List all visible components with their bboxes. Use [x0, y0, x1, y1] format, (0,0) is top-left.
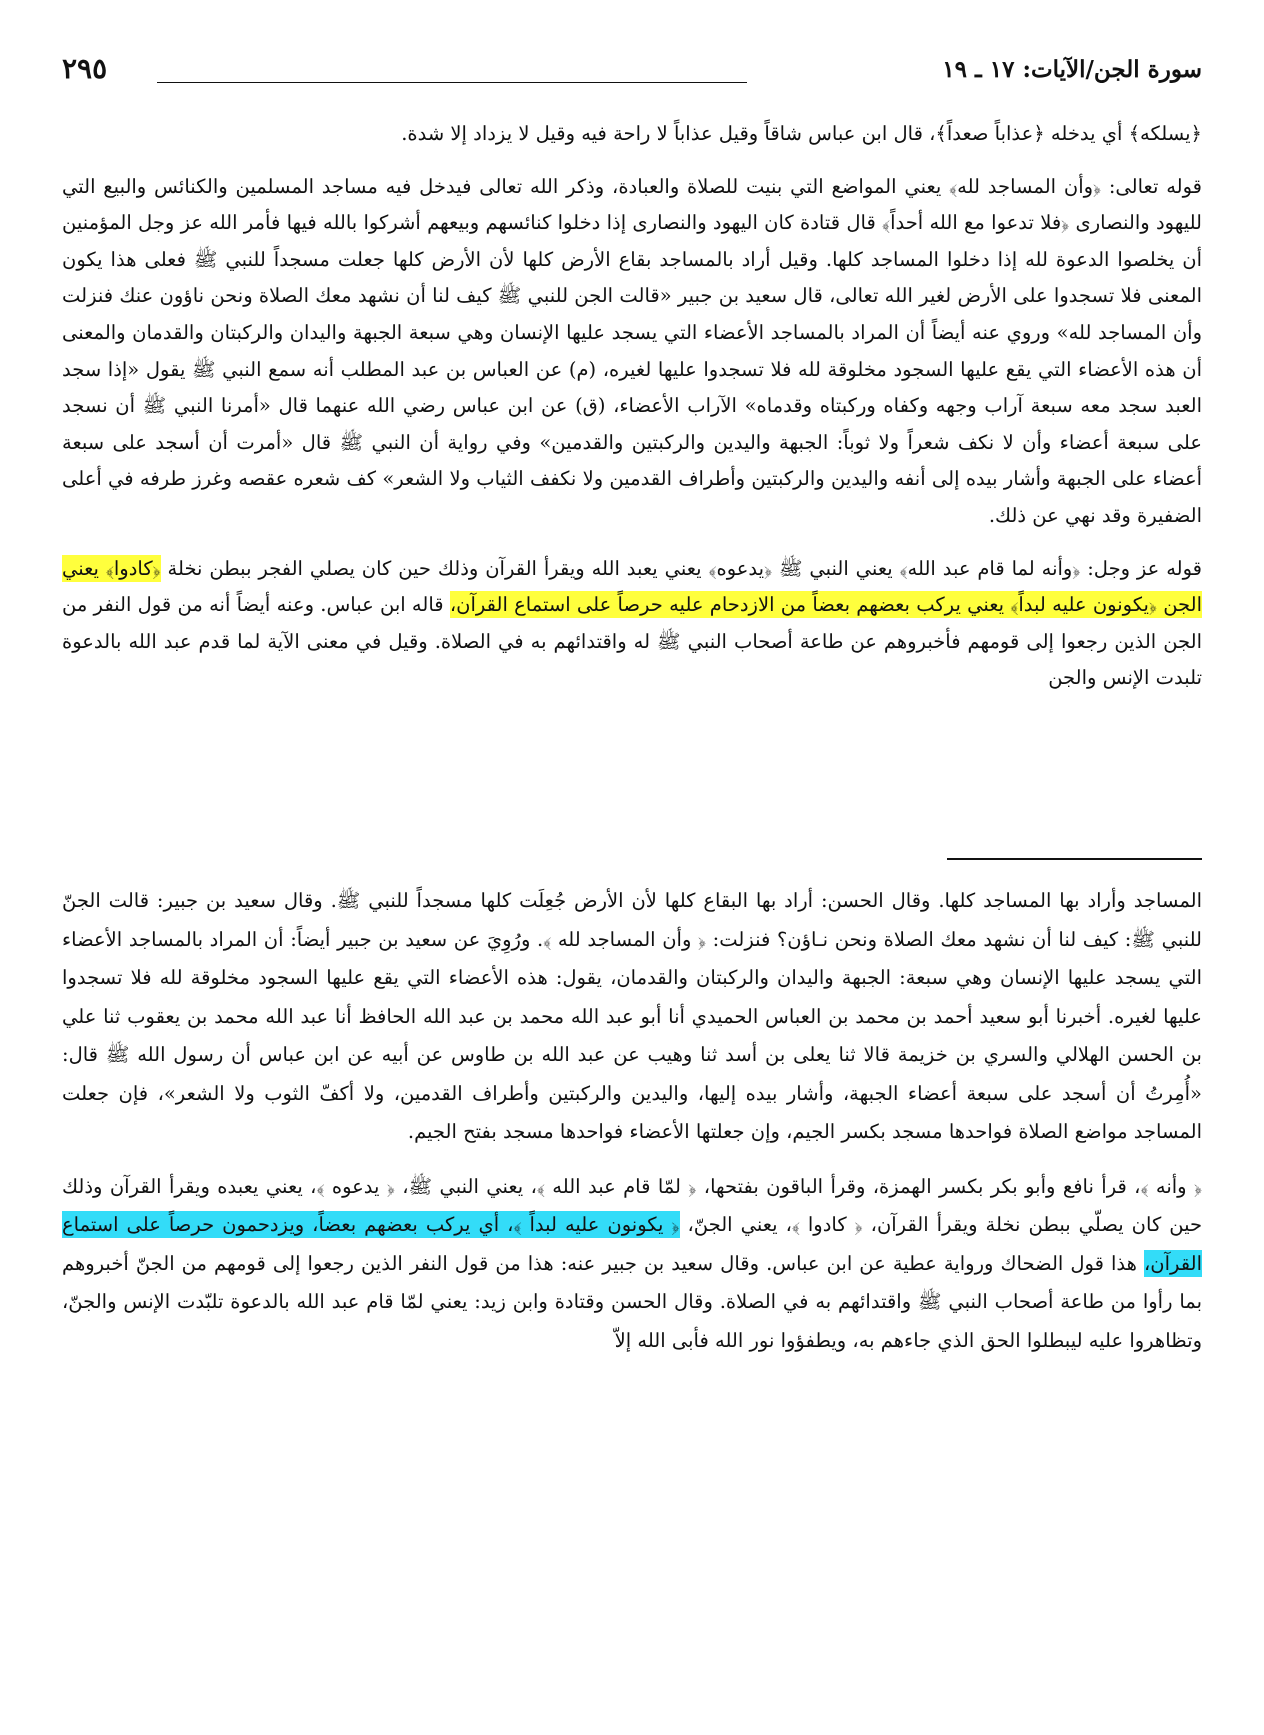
cyan-highlight: ﴿ يكونون عليه لبداً ﴾، أي يركب بعضهم بعضاً، ويزدحمون حرصاً على استماع القرآن، [62, 1213, 1202, 1275]
paragraph-3 [62, 551, 1202, 697]
lower-paragraph-2 [62, 1168, 1202, 1361]
paragraph-3-end: قاله ابن عباس. وعنه أيضاً أنه من قول النفر من الجن الذين رجعوا إلى قومهم فأخبروهم عن طاعة أصحاب النبي ﷺ له واقتدائهم به في الصلاة. وقيل في معنى الآية لما قدم عبد الله بالدعوة تلبدت الإنس والجن [62, 593, 1202, 690]
paragraph-3-start: قوله عز وجل: ﴿وأنه لما قام عبد الله﴾ يعني النبي ﷺ ﴿يدعوه﴾ يعني يعبد الله ويقرأ القرآن وذلك حين كان يصلي الفجر ببطن نخلة [167, 556, 1202, 580]
paragraph-2: قوله تعالى: ﴿وأن المساجد لله﴾ يعني المواضع التي بنيت للصلاة والعبادة، وذكر الله تعالى فيدخل فيه مساجد المسلمين والكنائس والبيع التي لليهود والنصارى ﴿فلا تدعوا مع الله أحداً﴾ قال قتادة كان اليهود والنصارى إذا دخلوا كنائسهم وبيعهم أشركوا بالله فيها فأمر الله عز وجل المؤمنين أن يخلصوا الدعوة لله إذا دخلوا المساجد كلها. وقيل أراد بالمساجد بقاع الأرض كلها لأن الأرض كلها جعلت مسجداً للنبي ﷺ فعلى هذا يكون المعنى فلا تسجدوا على الأرض لغير الله تعالى، قال سعيد بن جبير «قالت الجن للنبي ﷺ كيف لنا أن نشهد معك الصلاة ونحن ناؤون عنك فنزلت وأن المساجد لله» وروي عنه أيضاً أن المراد بالمساجد الأعضاء التي يسجد عليها الإنسان وهي سبعة الجبهة واليدان والركبتان والقدمان والمعنى أن هذه الأعضاء التي يقع عليها السجود مخلوقة لله فلا تسجدوا عليها لغيره، (م) عن العباس بن عبد المطلب أنه سمع النبي ﷺ يقول «إذا سجد العبد سجد معه سبعة آراب وجهه وكفاه وركبتاه وقدماه» الآراب الأعضاء، (ق) عن ابن عباس رضي الله عنهما قال «أمرنا النبي ﷺ أن نسجد على سبعة أعضاء وأن لا نكف شعراً ولا ثوباً: الجبهة واليدين والركبتين والقدمين» وفي رواية أن النبي ﷺ قال «أمرت أن أسجد على سبعة أعضاء على الجبهة وأشار بيده إلى أنفه واليدين والركبتين وأطراف القدمين ولا نكفف الثياب ولا الشعر» كف شعره عقصه وغرز طرفه في أعلى الضفيرة وقد نهي عن ذلك. [62, 174, 1202, 527]
secondary-commentary [62, 882, 1202, 1360]
main-commentary [62, 116, 1202, 697]
paragraph-1: ﴿يسلكه﴾ أي يدخله ﴿عذاباً صعداً﴾، قال ابن عباس شاقاً وقيل عذاباً لا راحة فيه وقيل لا يزداد إلا شدة. [401, 122, 1202, 145]
lower-paragraph-2-start: ﴿ وأنه ﴾، قرأ نافع وأبو بكر بكسر الهمزة، وقرأ الباقون بفتحها، ﴿ لمّا قام عبد الله ﴾، يعني النبي ﷺ، ﴿ يدعوه ﴾، يعني يعبده ويقرأ القرآن وذلك حين كان يصلّي ببطن نخلة ويقرأ القرآن، ﴿ كادوا ﴾، يعني الجنّ، [62, 1174, 1203, 1236]
lower-paragraph-1: المساجد وأراد بها المساجد كلها. وقال الحسن: أراد بها البقاع كلها لأن الأرض جُعِلَت كلها مسجداً للنبي ﷺ. وقال سعيد بن جبير: قالت الجنّ للنبي ﷺ: كيف لنا أن نشهد معك الصلاة ونحن نـاؤن؟ فنزلت: ﴿ وأن المساجد لله ﴾. ورُوِيَ عن سعيد بن جبير أيضاً: أن المراد بالمساجد الأعضاء التي يسجد عليها الإنسان وهي سبعة: الجبهة واليدان والركبتان والقدمان، يقول: هذه الأعضاء التي يقع عليها السجود مخلوقة لله فلا تسجدوا عليها لغيره. أخبرنا أبو سعيد أحمد بن محمد بن العباس الحميدي أنا أبو عبد الله محمد بن عبد الله الحافظ أنا عبد الله محمد بن يعقوب ثنا علي بن الحسن الهلالي والسري بن خزيمة قالا ثنا يعلى بن أسد ثنا وهيب عن عبد الله بن طاوس عن أبيه عن ابن عباس أن رسول الله ﷺ قال: «أُمِرتُ أن أسجد على سبعة أعضاء الجبهة، وأشار بيده إليها، واليدين والركبتين وأطراف القدمين، ولا أكفّ الثوب ولا الشعر»، فإن جعلت المساجد مواضع الصلاة فواحدها مسجد بكسر الجيم، وإن جعلتها الأعضاء فواحدها مسجد بفتح الجيم. [62, 889, 1202, 1143]
page-number: ٢٩٥ [62, 52, 108, 85]
book-page [62, 52, 1202, 1702]
footnote-separator [947, 858, 1202, 860]
yellow-highlight: ﴿كادوا﴾ يعني الجن ﴿يكونون عليه لبداً﴾ يعني يركب بعضهم بعضاً من الازدحام عليه حرصاً على استماع القرآن، [62, 556, 1202, 617]
running-title: سورة الجن/الآيات: ١٧ ـ ١٩ [942, 56, 1202, 83]
lower-paragraph-2-end: هذا قول الضحاك ورواية عطية عن ابن عباس. وقال سعيد بن جبير عنه: هذا من قول النفر الذين رجعوا إلى قومهم من الجنّ أخبروهم بما رأوا من طاعة أصحاب النبي ﷺ واقتدائهم به في الصلاة. وقال الحسن وقتادة وابن زيد: يعني لمّا قام عبد الله بالدعوة تلبّدت الإنس والجنّ، وتظاهروا عليه ليبطلوا الحق الذي جاءهم به، ويطفؤوا نور الله فأبى الله إلاّ [62, 1251, 1202, 1352]
page-header [62, 52, 1202, 92]
header-rule [157, 82, 747, 83]
